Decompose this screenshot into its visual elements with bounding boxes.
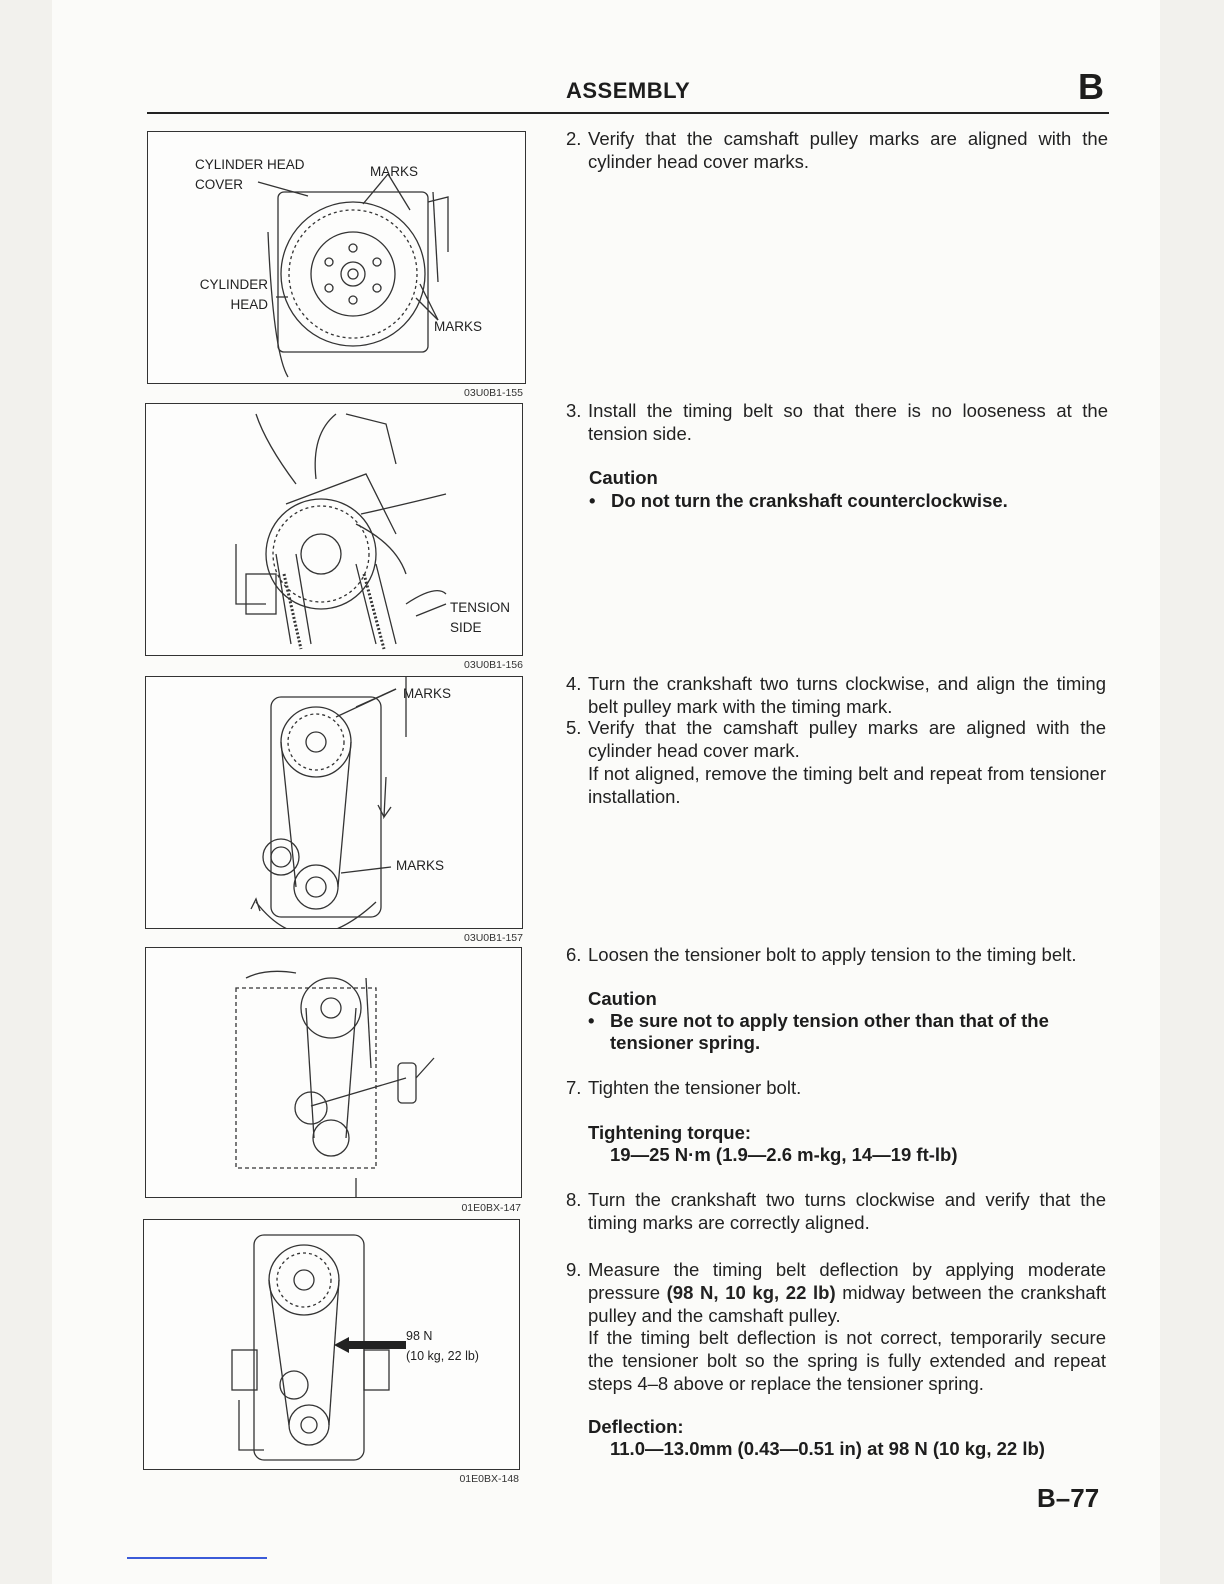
deflection-heading: Deflection: <box>588 1416 684 1437</box>
step-number: 3. <box>566 400 582 421</box>
figure-tighten-tensioner <box>145 947 522 1198</box>
torque-value: 19—25 N·m (1.9—2.6 m-kg, 14—19 ft-lb) <box>610 1144 958 1165</box>
figure-code: 01E0BX-148 <box>459 1473 519 1485</box>
header-rule <box>147 112 1109 114</box>
label-tension-side: TENSION SIDE <box>450 600 511 635</box>
step-text: Turn the crankshaft two turns clockwise and verify that the timing marks are correctly aligned. <box>588 1189 1106 1233</box>
caution-heading: Caution <box>589 467 658 488</box>
figure-code: 03U0B1-155 <box>464 387 523 399</box>
step-text: Loosen the tensioner bolt to apply tension to the timing belt. <box>588 944 1077 965</box>
step-text-part: Measure the timing belt deflection by applying moderate pressure <box>588 1259 1106 1303</box>
step-text: Verify that the camshaft pulley marks are aligned with the cylinder head cover mark. <box>588 717 1106 761</box>
step-number: 9. <box>566 1259 582 1280</box>
figure-code: 03U0B1-157 <box>464 932 523 944</box>
deflection-value: 11.0—13.0mm (0.43—0.51 in) at 98 N (10 kg, 22 lb) <box>610 1438 1045 1459</box>
bullet-icon: • <box>588 1010 595 1031</box>
step-note: If not aligned, remove the timing belt and repeat from tensioner installation. <box>588 763 1106 807</box>
step-number: 2. <box>566 128 582 149</box>
step-note: If the timing belt deflection is not correct, temporarily secure the tensioner bolt so the spring is fully extended and repeat steps 4–8 above or replace the tensioner spring. <box>588 1327 1106 1394</box>
figure-code: 01E0BX-147 <box>461 1202 521 1214</box>
section-letter: B <box>1078 66 1104 107</box>
torque-heading: Tightening torque: <box>588 1122 752 1143</box>
step-number: 6. <box>566 944 582 965</box>
caution-heading: Caution <box>588 988 657 1009</box>
step-text: Tighten the tensioner bolt. <box>588 1077 802 1098</box>
figure-code: 03U0B1-156 <box>464 659 523 671</box>
label-marks-top: MARKS <box>403 686 452 701</box>
section-title: ASSEMBLY <box>566 78 691 103</box>
step-text <box>588 1258 1106 1327</box>
step-number: 8. <box>566 1189 582 1210</box>
step-text-part: midway between the crankshaft pulley and the camshaft pulley. <box>588 1282 1106 1326</box>
caution-text: Be sure not to apply tension other than that of the tensioner spring. <box>610 1010 1049 1053</box>
step-number: 7. <box>566 1077 582 1098</box>
figure-camshaft-pulley-marks <box>147 131 526 384</box>
label-cylinder-head: CYLINDER HEAD <box>199 277 268 312</box>
label-marks-top: MARKS <box>370 164 419 179</box>
figure-belt-deflection <box>143 1219 520 1470</box>
label-marks-bottom: MARKS <box>396 858 445 873</box>
label-pressure: 98 N (10 kg, 22 lb) <box>406 1329 479 1363</box>
figure-install-timing-belt <box>145 403 523 656</box>
step-text: Install the timing belt so that there is no looseness at the tension side. <box>588 400 1108 444</box>
label-cylinder-head-cover: CYLINDER HEAD COVER <box>195 157 305 192</box>
step-number: 5. <box>566 717 582 738</box>
footer-underline <box>127 1557 267 1559</box>
tensioner-illustration <box>146 948 522 1198</box>
step-text-bold: (98 N, 10 kg, 22 lb) <box>666 1282 836 1303</box>
bullet-icon: • <box>589 490 596 511</box>
step-text: Verify that the camshaft pulley marks are aligned with the cylinder head cover marks. <box>588 128 1108 172</box>
label-marks-bottom: MARKS <box>434 319 483 334</box>
caution-text: Do not turn the crankshaft counterclockwise. <box>611 490 1008 511</box>
page-number: B–77 <box>1037 1483 1100 1513</box>
timing-marks-illustration <box>146 677 523 929</box>
figure-timing-marks <box>145 676 523 929</box>
step-text: Turn the crankshaft two turns clockwise, and align the timing belt pulley mark with the timing mark. <box>588 673 1106 717</box>
step-number: 4. <box>566 673 582 694</box>
